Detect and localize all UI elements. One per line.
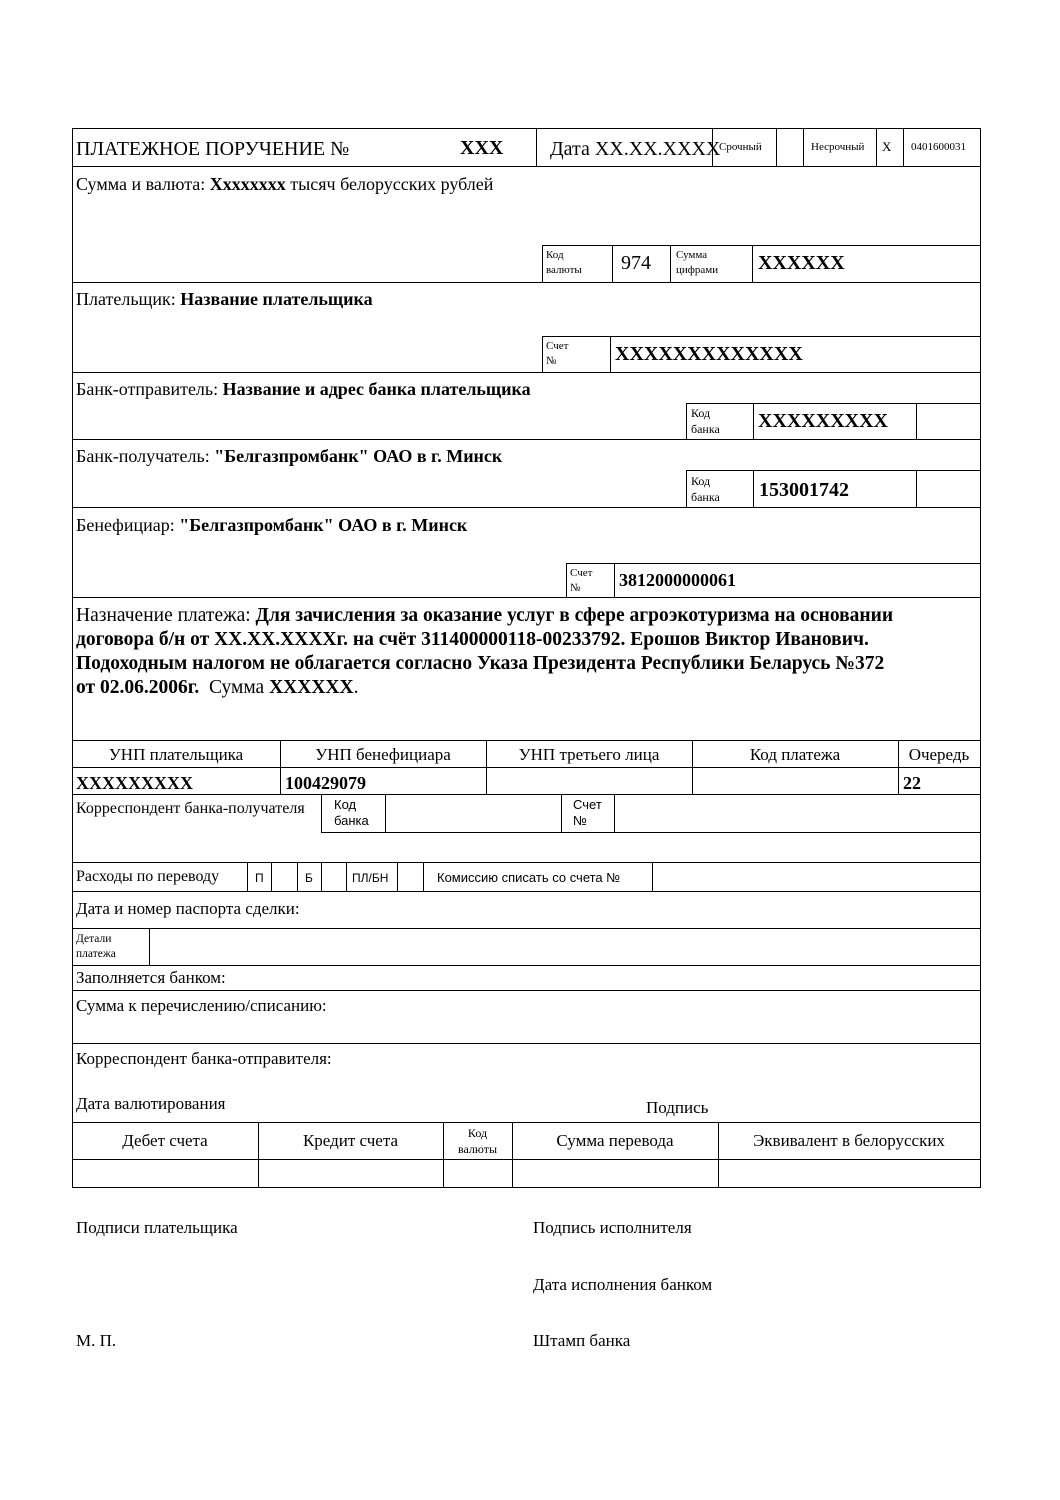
transfer-sum-header: Сумма перевода	[556, 1131, 674, 1150]
expense-option-b: Б	[305, 871, 313, 885]
receiver-bank-name[interactable]: "Белгазпромбанк" ОАО в г. Минск	[214, 446, 503, 466]
correspondent-account-label: Счет №	[573, 797, 602, 828]
receiver-bank-line	[76, 445, 502, 467]
beneficiary-unp-value[interactable]: 100429079	[285, 773, 366, 793]
payer-unp-header: УНП плательщика	[108, 745, 244, 764]
purpose-label: Назначение платежа:	[76, 605, 251, 626]
currency-code-cell[interactable]	[444, 1160, 512, 1187]
sender-bank-code-label: Код банка	[691, 406, 720, 436]
payment-code-header: Код платежа	[749, 745, 841, 764]
payer-name[interactable]: Название плательщика	[180, 289, 373, 309]
payer-account[interactable]: XXXXXXXXXXXXX	[615, 343, 803, 365]
amount-label: Сумма и валюта:	[76, 174, 206, 194]
sum-digits-label: Сумма цифрами	[676, 249, 719, 276]
expenses-label: Расходы по переводу	[76, 868, 220, 885]
amount-line	[76, 173, 493, 195]
third-party-unp-value[interactable]	[487, 768, 692, 794]
priority-header: Очередь	[908, 745, 970, 764]
debit-account-header: Дебет счета	[122, 1131, 208, 1150]
expense-option-p: П	[255, 871, 264, 885]
sender-bank-code[interactable]: XXXXXXXXX	[758, 410, 888, 432]
expense-checkbox-p[interactable]	[272, 863, 297, 891]
order-date[interactable]: Дата XX.XX.XXXX	[550, 138, 721, 160]
transfer-sum-cell[interactable]	[513, 1160, 718, 1187]
beneficiary-account-label: Счет №	[570, 567, 593, 594]
beneficiary-label: Бенефициар:	[76, 515, 175, 535]
passport-deal-label: Дата и номер паспорта сделки:	[76, 899, 300, 918]
currency-text: тысяч белорусских рублей	[290, 174, 494, 194]
currency-code-label: Код валюты	[546, 249, 582, 276]
currency-code[interactable]: 974	[621, 252, 651, 274]
correspondent-label: Корреспондент банка-получателя	[76, 800, 305, 817]
filled-by-bank-label: Заполняется банком:	[76, 968, 226, 987]
sender-bank-name[interactable]: Название и адрес банка плательщика	[222, 379, 531, 399]
bank-stamp: Штамп банка	[533, 1331, 631, 1350]
credit-account-header: Кредит счета	[302, 1131, 399, 1150]
currency-code-header: Код валюты	[457, 1126, 498, 1156]
sum-digits[interactable]: XXXXXX	[758, 252, 845, 274]
correspondent-code-field[interactable]	[386, 795, 561, 832]
value-date-label: Дата валютирования	[76, 1094, 226, 1113]
payment-purpose[interactable]: Назначение платежа: Для зачисления за оказание услуг в сфере агроэкотуризма на основании договора б/н от XX.XX.XXXXг. на счёт 311400000118-00233792. Ерошов Виктор Иванович. Подоходным налогом не облагается согласно Указа Президента Республики Беларусь №372 от 02.06.2006г. Сумма XXXXXX.	[76, 605, 894, 698]
payer-line	[76, 288, 373, 310]
beneficiary-unp-header: УНП бенефициара	[315, 745, 451, 764]
form-code: 0401600031	[911, 141, 966, 153]
correspondent-account-field[interactable]	[615, 795, 980, 832]
form-title: ПЛАТЕЖНОЕ ПОРУЧЕНИЕ №	[76, 138, 350, 160]
non-urgent-label: Несрочный	[811, 141, 865, 153]
payer-signatures: Подписи плательщика	[76, 1218, 238, 1237]
correspondent-code-label: Код банка	[334, 797, 369, 828]
signature-label: Подпись	[646, 1098, 709, 1117]
equivalent-header: Эквивалент в белорусских	[753, 1131, 945, 1150]
commission-label: Комиссию списать со счета №	[437, 870, 621, 885]
order-number[interactable]: XXX	[460, 137, 504, 159]
sender-correspondent-label: Корреспондент банка-отправителя:	[76, 1049, 332, 1068]
urgent-checkbox[interactable]	[778, 129, 803, 166]
payer-label: Плательщик:	[76, 289, 176, 309]
beneficiary-name[interactable]: "Белгазпромбанк" ОАО в г. Минск	[179, 515, 468, 535]
debit-account-cell[interactable]	[73, 1160, 258, 1187]
payment-code-value[interactable]	[693, 768, 898, 794]
stamp-place-mp: М. П.	[76, 1331, 117, 1350]
beneficiary-line	[76, 514, 467, 536]
expense-checkbox-b[interactable]	[322, 863, 346, 891]
sender-bank-line	[76, 378, 531, 400]
payer-account-label: Счет №	[546, 340, 569, 367]
receiver-bank-code-label: Код банка	[691, 474, 720, 504]
urgent-label: Срочный	[719, 141, 762, 153]
receiver-bank-code[interactable]: 153001742	[759, 479, 849, 501]
details-label: Детали платежа	[76, 933, 116, 960]
execution-date: Дата исполнения банком	[533, 1275, 713, 1294]
commission-account-field[interactable]	[653, 863, 980, 891]
expense-option-plbn: ПЛ/БН	[352, 871, 389, 885]
amount-words[interactable]: Xxxxxxxx	[209, 174, 286, 194]
non-urgent-checkbox[interactable]: Х	[882, 139, 892, 154]
amount-transfer-label: Сумма к перечислению/списанию:	[76, 996, 327, 1015]
beneficiary-account[interactable]: 3812000000061	[619, 570, 736, 590]
payer-unp-value[interactable]: XXXXXXXXX	[76, 773, 193, 793]
sender-bank-label: Банк-отправитель:	[76, 379, 219, 399]
third-party-unp-header: УНП третьего лица	[518, 745, 660, 764]
priority-value[interactable]: 22	[903, 773, 921, 793]
executor-signature: Подпись исполнителя	[533, 1218, 692, 1237]
receiver-bank-label: Банк-получатель:	[76, 446, 210, 466]
details-field[interactable]	[150, 929, 980, 965]
credit-account-cell[interactable]	[259, 1160, 443, 1187]
equivalent-cell[interactable]	[719, 1160, 980, 1187]
expense-checkbox-plbn[interactable]	[398, 863, 423, 891]
